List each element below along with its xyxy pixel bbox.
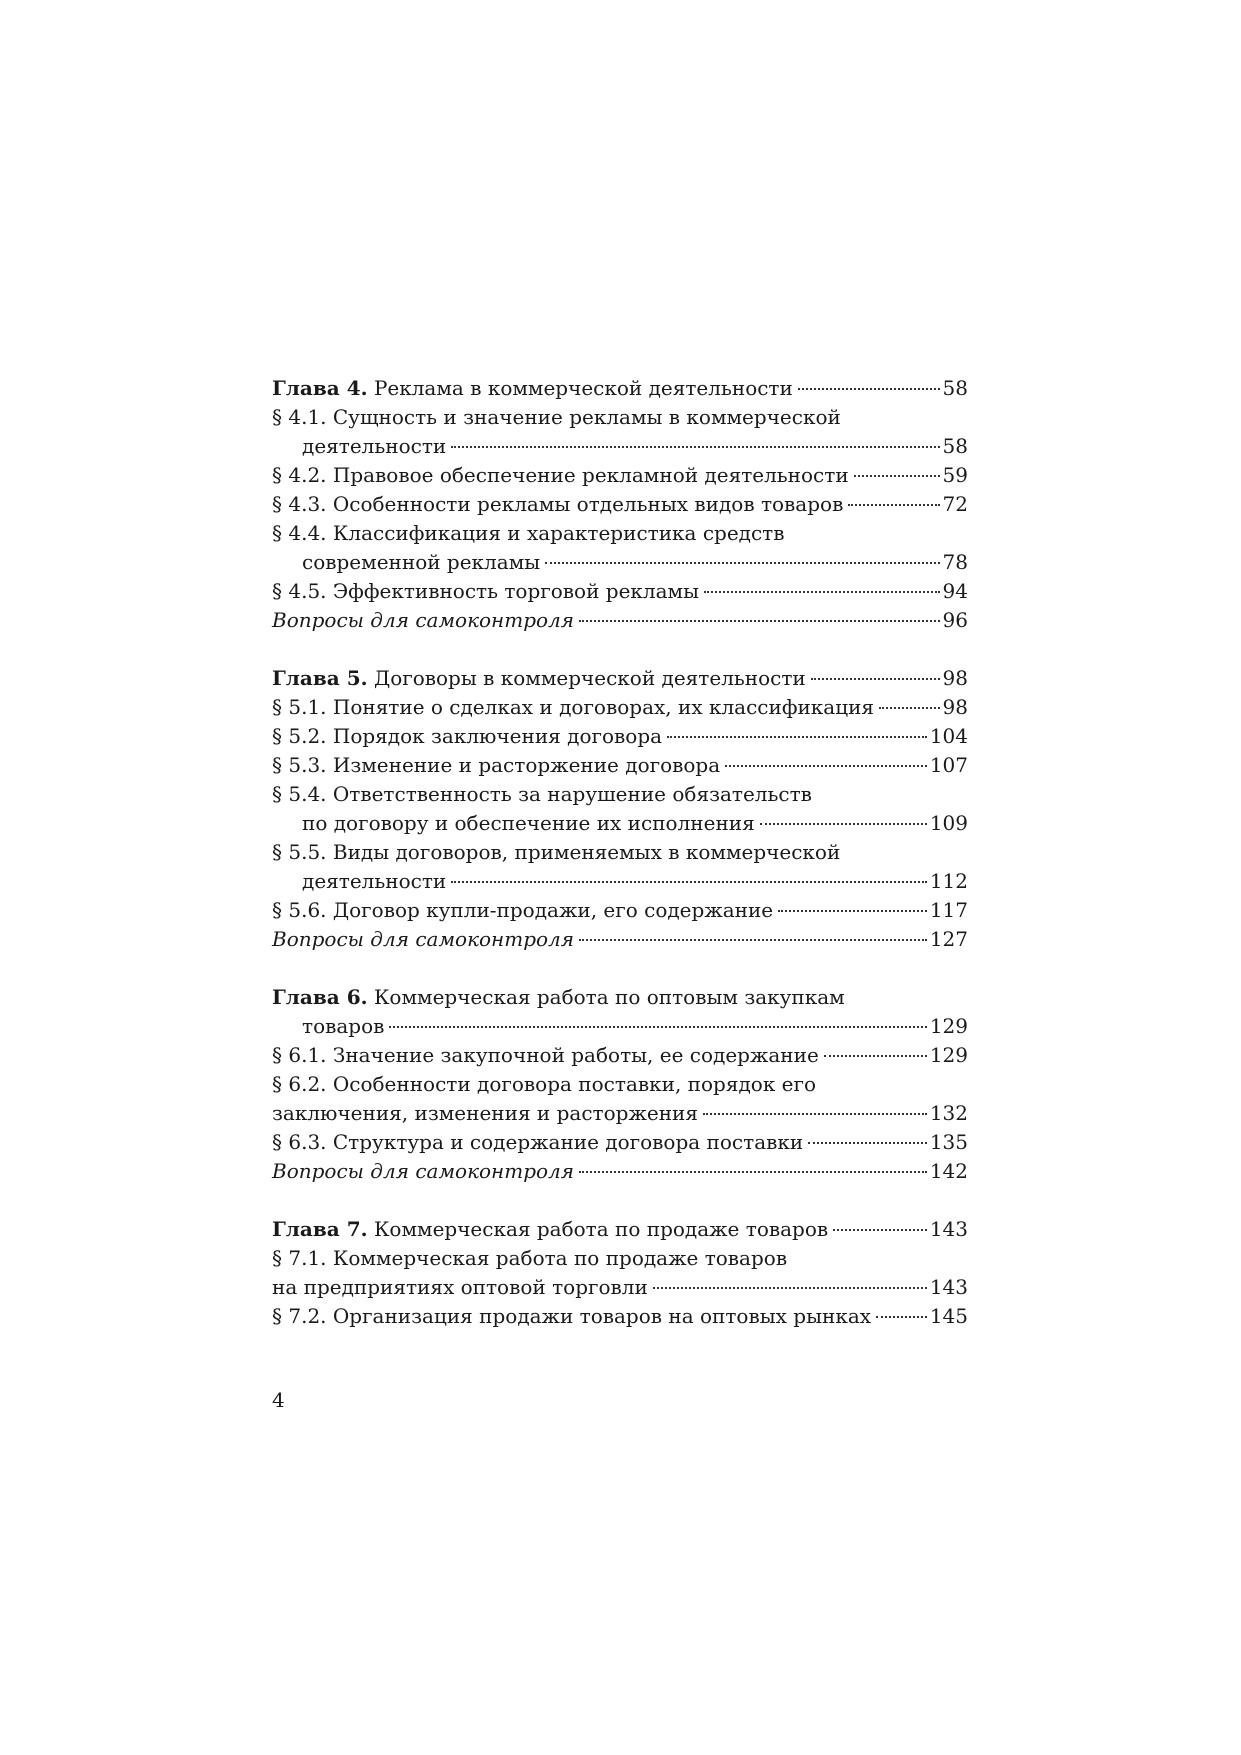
dot-leader (389, 1026, 926, 1028)
section-title-line: § 6.2. Особенности договора поставки, порядок его (272, 1072, 817, 1096)
page-ref: 129 (929, 1043, 968, 1067)
dot-leader (667, 736, 927, 738)
toc-entry[interactable] (272, 693, 968, 722)
dot-leader (579, 620, 940, 622)
questions-entry[interactable] (272, 925, 968, 954)
section-title: § 4.2. Правовое обеспечение рекламной деятельности (272, 463, 849, 487)
page-ref: 143 (929, 1217, 968, 1241)
questions-title: Вопросы для самоконтроля (272, 608, 575, 632)
toc-entry[interactable] (272, 1099, 968, 1128)
page-ref: 143 (929, 1275, 968, 1299)
page-ref: 135 (929, 1130, 968, 1154)
toc-entry[interactable] (272, 1302, 968, 1331)
dot-leader (451, 881, 927, 883)
chapter-title: Реклама в коммерческой деятельности (373, 376, 793, 400)
dot-leader (798, 388, 940, 390)
toc-entry[interactable] (272, 461, 968, 490)
dot-leader (854, 475, 940, 477)
questions-entry[interactable] (272, 606, 968, 635)
page-ref: 107 (929, 753, 968, 777)
dot-leader (876, 1316, 927, 1318)
chapter-heading[interactable] (272, 1215, 968, 1244)
section-title-line: § 5.4. Ответственность за нарушение обязательств (272, 782, 812, 806)
toc-entry[interactable] (272, 548, 968, 577)
questions-entry[interactable] (272, 1157, 968, 1186)
page-ref: 58 (942, 376, 968, 400)
toc-entry[interactable] (272, 751, 968, 780)
page-ref: 117 (929, 898, 968, 922)
dot-leader (579, 1171, 927, 1173)
section-title: деятельности (302, 434, 447, 458)
page-ref: 112 (929, 869, 968, 893)
section-title: § 5.1. Понятие о сделках и договорах, их классификация (272, 695, 875, 719)
page-ref: 127 (929, 927, 968, 951)
dot-leader (824, 1055, 927, 1057)
toc-entry[interactable] (272, 1128, 968, 1157)
toc-entry[interactable] (272, 722, 968, 751)
questions-title: Вопросы для самоконтроля (272, 927, 575, 951)
chapter-heading[interactable] (272, 664, 968, 693)
dot-leader (545, 562, 939, 564)
section-title: § 5.6. Договор купли-продажи, его содержание (272, 898, 774, 922)
toc-entry[interactable] (272, 490, 968, 519)
page-ref: 78 (942, 550, 968, 574)
page-number: 4 (272, 1388, 285, 1412)
toc-entry[interactable] (272, 867, 968, 896)
toc-entry[interactable] (272, 1041, 968, 1070)
dot-leader (704, 591, 940, 593)
chapter-title: Договоры в коммерческой деятельности (373, 666, 806, 690)
toc-entry[interactable] (272, 577, 968, 606)
page-ref: 104 (929, 724, 968, 748)
section-title: деятельности (302, 869, 447, 893)
dot-leader (778, 910, 927, 912)
section-title-line: § 7.1. Коммерческая работа по продаже товаров (272, 1246, 788, 1270)
section-title-line: § 4.4. Классификация и характеристика средств (272, 521, 785, 545)
chapter-heading[interactable] (272, 1012, 968, 1041)
page-ref: 72 (942, 492, 968, 516)
page-ref: 96 (942, 608, 968, 632)
toc-entry[interactable] (272, 432, 968, 461)
section-title: по договору и обеспечение их исполнения (302, 811, 755, 835)
section-title: на предприятиях оптовой торговли (272, 1275, 648, 1299)
page-ref: 98 (942, 666, 968, 690)
chapter-heading-line (272, 983, 968, 1012)
dot-leader (725, 765, 927, 767)
dot-leader (811, 678, 940, 680)
table-of-contents (272, 374, 968, 1331)
section-title: § 4.3. Особенности рекламы отдельных видов товаров (272, 492, 844, 516)
dot-leader (653, 1287, 927, 1289)
chapter-title: Коммерческая работа по продаже товаров (373, 1217, 829, 1241)
chapter-title: товаров (302, 1014, 385, 1038)
chapter-6 (272, 983, 968, 1186)
chapter-label: Глава 7. (272, 1217, 368, 1241)
section-title: § 4.5. Эффективность торговой рекламы (272, 579, 700, 603)
chapter-7 (272, 1215, 968, 1331)
section-title: § 5.3. Изменение и расторжение договора (272, 753, 721, 777)
page-ref: 94 (942, 579, 968, 603)
chapter-5 (272, 664, 968, 954)
toc-entry[interactable] (272, 1273, 968, 1302)
page-ref: 145 (929, 1304, 968, 1328)
chapter-label: Глава 4. (272, 376, 368, 400)
dot-leader (848, 504, 939, 506)
dot-leader (808, 1142, 927, 1144)
page-ref: 58 (942, 434, 968, 458)
page-ref: 98 (942, 695, 968, 719)
section-title: § 6.1. Значение закупочной работы, ее содержание (272, 1043, 819, 1067)
page-ref: 59 (942, 463, 968, 487)
page-ref: 142 (929, 1159, 968, 1183)
section-title-line: § 5.5. Виды договоров, применяемых в коммерческой (272, 840, 841, 864)
section-title-line: § 4.1. Сущность и значение рекламы в коммерческой (272, 405, 841, 429)
dot-leader (451, 446, 939, 448)
page-ref: 129 (929, 1014, 968, 1038)
page-ref: 109 (929, 811, 968, 835)
chapter-heading[interactable] (272, 374, 968, 403)
dot-leader (703, 1113, 927, 1115)
chapter-label: Глава 5. (272, 666, 368, 690)
dot-leader (760, 823, 927, 825)
page-ref: 132 (929, 1101, 968, 1125)
dot-leader (579, 939, 927, 941)
toc-entry[interactable] (272, 896, 968, 925)
chapter-label: Глава 6. (272, 985, 368, 1009)
chapter-title-line: Коммерческая работа по оптовым закупкам (373, 985, 845, 1009)
section-title: заключения, изменения и расторжения (272, 1101, 698, 1125)
chapter-4 (272, 374, 968, 635)
section-title: современной рекламы (302, 550, 541, 574)
section-title: § 7.2. Организация продажи товаров на оптовых рынках (272, 1304, 872, 1328)
dot-leader (833, 1229, 927, 1231)
questions-title: Вопросы для самоконтроля (272, 1159, 575, 1183)
section-title: § 5.2. Порядок заключения договора (272, 724, 663, 748)
section-title: § 6.3. Структура и содержание договора поставки (272, 1130, 804, 1154)
toc-entry[interactable] (272, 809, 968, 838)
dot-leader (879, 707, 940, 709)
